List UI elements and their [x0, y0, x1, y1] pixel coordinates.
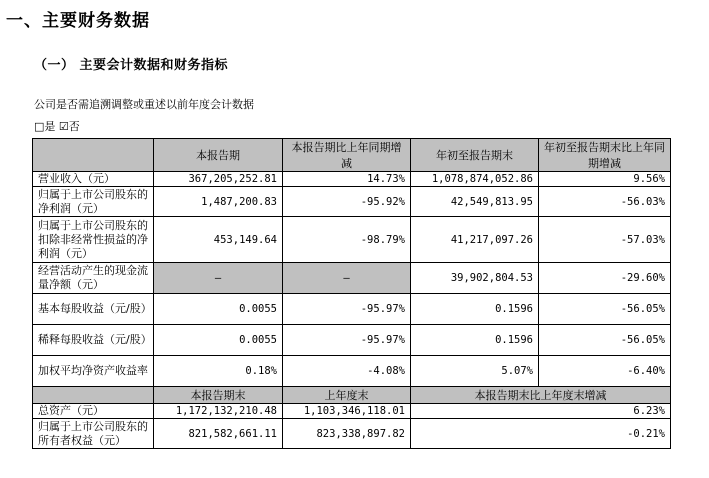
table-cell: 453,149.64: [154, 217, 283, 263]
table-row: [33, 263, 671, 294]
header-cell: 年初至报告期末: [411, 139, 539, 172]
table-cell: 6.23%: [411, 404, 671, 419]
table-cell: -95.97%: [283, 294, 411, 325]
table-row: [33, 419, 671, 449]
table-row: [33, 294, 671, 325]
table-row: [33, 404, 671, 419]
table-cell: -56.05%: [539, 294, 671, 325]
table-row: [33, 356, 671, 387]
row-label: 基本每股收益（元/股）: [33, 294, 154, 325]
table-cell: -57.03%: [539, 217, 671, 263]
table-cell: -6.40%: [539, 356, 671, 387]
table-cell: 0.1596: [411, 294, 539, 325]
restate-question: 公司是否需追溯调整或重述以前年度会计数据: [34, 98, 254, 111]
row-label: 经营活动产生的现金流量净额（元）: [33, 263, 154, 294]
header-cell: 本报告期末: [154, 387, 283, 404]
table-cell: -0.21%: [411, 419, 671, 449]
table-cell: —: [283, 263, 411, 294]
table-cell: 1,487,200.83: [154, 187, 283, 217]
table-cell: 14.73%: [283, 172, 411, 187]
row-label: 归属于上市公司股东的扣除非经常性损益的净利润（元）: [33, 217, 154, 263]
table-cell: 1,103,346,118.01: [283, 404, 411, 419]
row-label: 加权平均净资产收益率: [33, 356, 154, 387]
table-cell: 1,172,132,210.48: [154, 404, 283, 419]
table-cell: 5.07%: [411, 356, 539, 387]
table-cell: -56.05%: [539, 325, 671, 356]
financial-data-table: [32, 138, 671, 449]
row-label: 归属于上市公司股东的所有者权益（元）: [33, 419, 154, 449]
row-label: 归属于上市公司股东的净利润（元）: [33, 187, 154, 217]
table-cell: 0.18%: [154, 356, 283, 387]
section-title: 一、主要财务数据: [6, 11, 150, 31]
table-row: [33, 172, 671, 187]
header-cell: 上年度末: [283, 387, 411, 404]
header-cell: 年初至报告期末比上年同期增减: [539, 139, 671, 172]
table-row: [33, 187, 671, 217]
table-cell: 9.56%: [539, 172, 671, 187]
header-cell: 本报告期: [154, 139, 283, 172]
header-cell: [33, 139, 154, 172]
table-cell: 367,205,252.81: [154, 172, 283, 187]
table-cell: 1,078,874,052.86: [411, 172, 539, 187]
sub-title: （一） 主要会计数据和财务指标: [34, 58, 229, 73]
table-cell: 42,549,813.95: [411, 187, 539, 217]
table-cell: 0.1596: [411, 325, 539, 356]
table-row: [33, 325, 671, 356]
table-cell: 39,902,804.53: [411, 263, 539, 294]
table-cell: —: [154, 263, 283, 294]
table-cell: -98.79%: [283, 217, 411, 263]
table-cell: 823,338,897.82: [283, 419, 411, 449]
header-cell: [33, 387, 154, 404]
header-cell: 本报告期末比上年度末增减: [411, 387, 671, 404]
table-cell: 0.0055: [154, 294, 283, 325]
row-label: 总资产（元）: [33, 404, 154, 419]
table-subheader-row: [33, 387, 671, 404]
restate-options: □是 ☑否: [34, 120, 80, 133]
table-row: [33, 217, 671, 263]
header-cell: 本报告期比上年同期增减: [283, 139, 411, 172]
table-cell: -95.92%: [283, 187, 411, 217]
table-cell: 821,582,661.11: [154, 419, 283, 449]
table-cell: 0.0055: [154, 325, 283, 356]
table-header-row: [33, 139, 671, 172]
table-cell: -95.97%: [283, 325, 411, 356]
table-cell: -29.60%: [539, 263, 671, 294]
row-label: 营业收入（元）: [33, 172, 154, 187]
table-cell: 41,217,097.26: [411, 217, 539, 263]
table-cell: -56.03%: [539, 187, 671, 217]
row-label: 稀释每股收益（元/股）: [33, 325, 154, 356]
table-cell: -4.08%: [283, 356, 411, 387]
